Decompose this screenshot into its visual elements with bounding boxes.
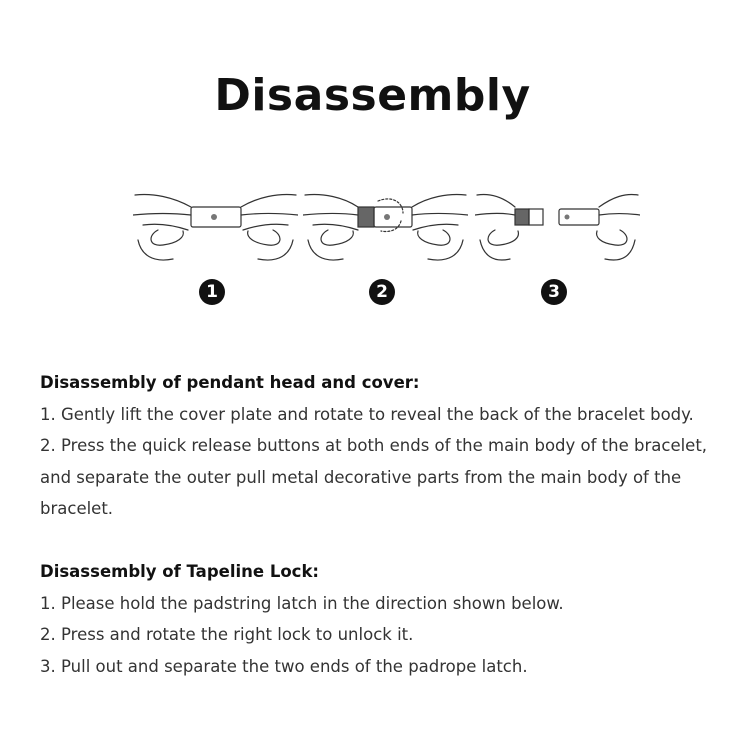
instruction-line: 1. Please hold the padstring latch in the direction shown below. [40, 593, 564, 613]
instruction-line: 3. Pull out and separate the two ends of the padrope latch. [40, 656, 528, 676]
step-3-illustration [475, 185, 640, 315]
step-illustrations [125, 185, 645, 315]
tapeline-lock-section [40, 556, 730, 682]
hands-pressing-release-icon [303, 185, 468, 275]
step-number-2: 2 [369, 279, 395, 305]
instruction-line: 1. Gently lift the cover plate and rotate to reveal the back of the bracelet body. [40, 404, 694, 424]
step-2-illustration [303, 185, 468, 315]
instruction-line: 2. Press the quick release buttons at both ends of the main body of the bracelet, [40, 436, 708, 455]
step-number-1: 1 [199, 279, 225, 305]
hands-holding-clasp-icon [133, 185, 298, 275]
page-title: Disassembly [214, 70, 531, 121]
step-number-3: 3 [541, 279, 567, 305]
section-heading: Disassembly of Tapeline Lock: [40, 562, 320, 581]
step-1-illustration [133, 185, 298, 315]
section-heading: Disassembly of pendant head and cover: [40, 373, 420, 392]
instruction-line: bracelet. [40, 499, 114, 518]
instruction-line: 2. Press and rotate the right lock to unlock it. [40, 625, 414, 644]
pendant-disassembly-section [40, 367, 730, 525]
instruction-line: and separate the outer pull metal decorative parts from the main body of the [40, 467, 682, 487]
hands-separating-clasp-icon [475, 185, 640, 275]
